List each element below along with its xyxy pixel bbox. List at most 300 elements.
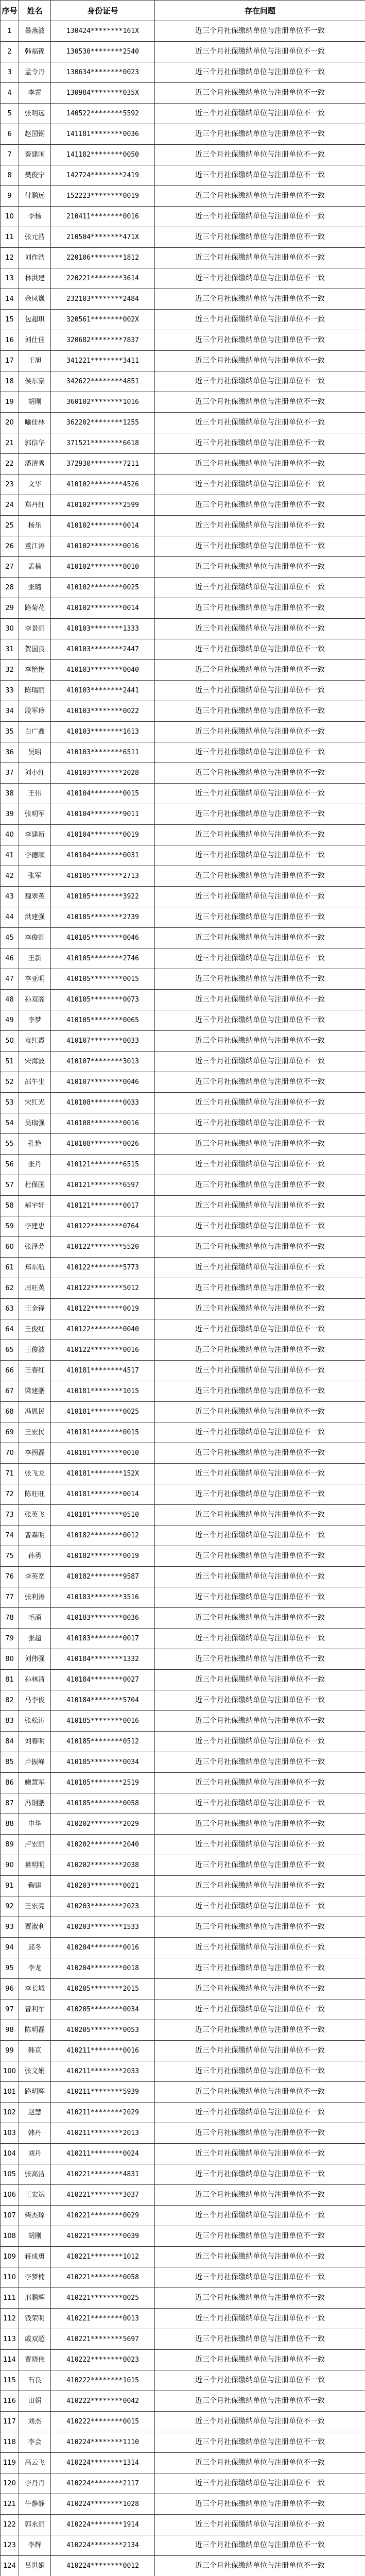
row-issue: 近三个月社保缴纳单位与注册单位不一致 bbox=[155, 763, 365, 784]
row-index: 79 bbox=[1, 1629, 19, 1649]
row-issue: 近三个月社保缴纳单位与注册单位不一致 bbox=[155, 2103, 365, 2123]
row-name: 王伟 bbox=[19, 784, 51, 804]
table-row bbox=[1, 639, 365, 660]
row-issue: 近三个月社保缴纳单位与注册单位不一致 bbox=[155, 2556, 365, 2576]
row-id-number: 410105********2746 bbox=[51, 948, 155, 969]
table-row bbox=[1, 1876, 365, 1896]
row-issue: 近三个月社保缴纳单位与注册单位不一致 bbox=[155, 145, 365, 165]
row-id-number: 410205********2015 bbox=[51, 1979, 155, 1999]
row-id-number: 410185********2519 bbox=[51, 1773, 155, 1793]
table-row bbox=[1, 928, 365, 948]
row-index: 124 bbox=[1, 2556, 19, 2576]
row-id-number: 410221********0058 bbox=[51, 2267, 155, 2288]
row-name: 陈瑞丽 bbox=[19, 681, 51, 701]
row-name: 孙双阁 bbox=[19, 990, 51, 1010]
row-id-number: 410122********0016 bbox=[51, 1340, 155, 1361]
row-index: 56 bbox=[1, 1155, 19, 1175]
row-name: 吴瑞强 bbox=[19, 1113, 51, 1134]
row-index: 70 bbox=[1, 1443, 19, 1464]
row-index: 123 bbox=[1, 2535, 19, 2556]
row-name: 刘丹 bbox=[19, 2144, 51, 2164]
table-row bbox=[1, 1052, 365, 1072]
table-row bbox=[1, 660, 365, 681]
row-name: 张泽芳 bbox=[19, 1237, 51, 1258]
row-name: 冯钢鹏 bbox=[19, 1793, 51, 1814]
row-name: 李会 bbox=[19, 2432, 51, 2453]
row-name: 李杨 bbox=[19, 207, 51, 227]
row-name: 张军 bbox=[19, 866, 51, 887]
row-issue: 近三个月社保缴纳单位与注册单位不一致 bbox=[155, 1835, 365, 1855]
table-row bbox=[1, 2309, 365, 2329]
row-id-number: 410184********1332 bbox=[51, 1649, 155, 1670]
table-row bbox=[1, 825, 365, 845]
row-name: 李辉 bbox=[19, 2535, 51, 2556]
row-name: 綦明明 bbox=[19, 1855, 51, 1876]
table-row bbox=[1, 2185, 365, 2206]
row-id-number: 220106********1812 bbox=[51, 248, 155, 268]
row-index: 71 bbox=[1, 1464, 19, 1484]
row-name: 刘小红 bbox=[19, 763, 51, 784]
row-index: 101 bbox=[1, 2082, 19, 2103]
table-row bbox=[1, 104, 365, 124]
row-id-number: 410105********3922 bbox=[51, 887, 155, 907]
table-row bbox=[1, 1608, 365, 1629]
row-id-number: 410211********2033 bbox=[51, 2061, 155, 2082]
row-id-number: 410122********5520 bbox=[51, 1237, 155, 1258]
row-index: 96 bbox=[1, 1979, 19, 1999]
row-id-number: 410122********5012 bbox=[51, 1278, 155, 1299]
row-name: 潘清秀 bbox=[19, 454, 51, 474]
row-issue: 近三个月社保缴纳单位与注册单位不一致 bbox=[155, 289, 365, 310]
row-issue: 近三个月社保缴纳单位与注册单位不一致 bbox=[155, 1319, 365, 1340]
row-issue: 近三个月社保缴纳单位与注册单位不一致 bbox=[155, 1072, 365, 1093]
row-issue: 近三个月社保缴纳单位与注册单位不一致 bbox=[155, 2144, 365, 2164]
row-name: 王春红 bbox=[19, 1361, 51, 1381]
table-row bbox=[1, 1690, 365, 1711]
row-name: 赵慧 bbox=[19, 2103, 51, 2123]
row-index: 52 bbox=[1, 1072, 19, 1093]
row-index: 99 bbox=[1, 2041, 19, 2061]
row-issue: 近三个月社保缴纳单位与注册单位不一致 bbox=[155, 2226, 365, 2247]
table-row bbox=[1, 2391, 365, 2412]
row-issue: 近三个月社保缴纳单位与注册单位不一致 bbox=[155, 866, 365, 887]
row-issue: 近三个月社保缴纳单位与注册单位不一致 bbox=[155, 1773, 365, 1793]
row-id-number: 410211********2013 bbox=[51, 2123, 155, 2144]
row-id-number: 320561********002X bbox=[51, 310, 155, 330]
row-index: 22 bbox=[1, 454, 19, 474]
row-index: 100 bbox=[1, 2061, 19, 2082]
row-name: 王旭 bbox=[19, 351, 51, 371]
row-issue: 近三个月社保缴纳单位与注册单位不一致 bbox=[155, 330, 365, 351]
table-row bbox=[1, 2144, 365, 2164]
row-id-number: 410105********0065 bbox=[51, 1010, 155, 1031]
table-row bbox=[1, 186, 365, 207]
row-issue: 近三个月社保缴纳单位与注册单位不一致 bbox=[155, 1917, 365, 1938]
row-index: 37 bbox=[1, 763, 19, 784]
row-name: 邵午生 bbox=[19, 1072, 51, 1093]
row-name: 秦建国 bbox=[19, 145, 51, 165]
row-name: 白广鑫 bbox=[19, 722, 51, 742]
row-id-number: 410185********0034 bbox=[51, 1752, 155, 1773]
table-row bbox=[1, 165, 365, 186]
table-body bbox=[1, 21, 365, 2576]
table-row bbox=[1, 948, 365, 969]
table-row bbox=[1, 1443, 365, 1464]
row-issue: 近三个月社保缴纳单位与注册单位不一致 bbox=[155, 619, 365, 639]
row-issue: 近三个月社保缴纳单位与注册单位不一致 bbox=[155, 639, 365, 660]
row-id-number: 410205********0053 bbox=[51, 2020, 155, 2041]
table-row bbox=[1, 1113, 365, 1134]
table-row bbox=[1, 2103, 365, 2123]
row-issue: 近三个月社保缴纳单位与注册单位不一致 bbox=[155, 207, 365, 227]
table-row bbox=[1, 1155, 365, 1175]
table-row bbox=[1, 2370, 365, 2391]
row-id-number: 410221********0013 bbox=[51, 2309, 155, 2329]
row-issue: 近三个月社保缴纳单位与注册单位不一致 bbox=[155, 1958, 365, 1979]
row-index: 91 bbox=[1, 1876, 19, 1896]
row-issue: 近三个月社保缴纳单位与注册单位不一致 bbox=[155, 495, 365, 516]
row-index: 112 bbox=[1, 2309, 19, 2329]
row-index: 117 bbox=[1, 2412, 19, 2432]
row-id-number: 410203********1533 bbox=[51, 1917, 155, 1938]
row-name: 张松涛 bbox=[19, 1711, 51, 1732]
row-name: 张高洁 bbox=[19, 2164, 51, 2185]
row-issue: 近三个月社保缴纳单位与注册单位不一致 bbox=[155, 681, 365, 701]
row-index: 7 bbox=[1, 145, 19, 165]
row-index: 62 bbox=[1, 1278, 19, 1299]
table-row bbox=[1, 1464, 365, 1484]
row-name: 邱冬 bbox=[19, 1938, 51, 1958]
row-id-number: 410102********0014 bbox=[51, 516, 155, 536]
table-row bbox=[1, 351, 365, 371]
table-row bbox=[1, 1422, 365, 1443]
row-issue: 近三个月社保缴纳单位与注册单位不一致 bbox=[155, 2082, 365, 2103]
row-name: 高云飞 bbox=[19, 2453, 51, 2473]
table-row bbox=[1, 701, 365, 722]
row-index: 115 bbox=[1, 2370, 19, 2391]
row-issue: 近三个月社保缴纳单位与注册单位不一致 bbox=[155, 1690, 365, 1711]
row-name: 李艳艳 bbox=[19, 660, 51, 681]
row-issue: 近三个月社保缴纳单位与注册单位不一致 bbox=[155, 2164, 365, 2185]
row-name: 王新 bbox=[19, 948, 51, 969]
row-id-number: 410221********1012 bbox=[51, 2247, 155, 2267]
row-id-number: 410224********1314 bbox=[51, 2453, 155, 2473]
row-issue: 近三个月社保缴纳单位与注册单位不一致 bbox=[155, 1999, 365, 2020]
row-issue: 近三个月社保缴纳单位与注册单位不一致 bbox=[155, 907, 365, 928]
table-row bbox=[1, 1278, 365, 1299]
row-index: 14 bbox=[1, 289, 19, 310]
row-id-number: 410104********0019 bbox=[51, 825, 155, 845]
table-row bbox=[1, 1917, 365, 1938]
table-row bbox=[1, 1999, 365, 2020]
row-issue: 近三个月社保缴纳单位与注册单位不一致 bbox=[155, 1196, 365, 1216]
row-id-number: 410108********0033 bbox=[51, 1093, 155, 1113]
row-issue: 近三个月社保缴纳单位与注册单位不一致 bbox=[155, 1567, 365, 1587]
row-issue: 近三个月社保缴纳单位与注册单位不一致 bbox=[155, 1938, 365, 1958]
row-index: 32 bbox=[1, 660, 19, 681]
row-index: 57 bbox=[1, 1175, 19, 1196]
row-id-number: 410211********2029 bbox=[51, 2103, 155, 2123]
table-row bbox=[1, 1381, 365, 1402]
table-row bbox=[1, 227, 365, 248]
row-name: 暴燕波 bbox=[19, 21, 51, 42]
row-id-number: 341221********3411 bbox=[51, 351, 155, 371]
row-id-number: 410181********0015 bbox=[51, 1422, 155, 1443]
row-issue: 近三个月社保缴纳单位与注册单位不一致 bbox=[155, 2123, 365, 2144]
row-name: 魏翠英 bbox=[19, 887, 51, 907]
row-name: 李拐磊 bbox=[19, 1443, 51, 1464]
table-row bbox=[1, 62, 365, 83]
row-issue: 近三个月社保缴纳单位与注册单位不一致 bbox=[155, 351, 365, 371]
row-name: 刘作浩 bbox=[19, 248, 51, 268]
row-id-number: 410103********2441 bbox=[51, 681, 155, 701]
row-id-number: 130424********161X bbox=[51, 21, 155, 42]
table-row bbox=[1, 474, 365, 495]
row-id-number: 410185********0058 bbox=[51, 1793, 155, 1814]
row-name: 余凤巍 bbox=[19, 289, 51, 310]
table-row bbox=[1, 2206, 365, 2226]
row-index: 44 bbox=[1, 907, 19, 928]
row-name: 梁建鹏 bbox=[19, 1381, 51, 1402]
row-index: 114 bbox=[1, 2350, 19, 2370]
row-index: 25 bbox=[1, 516, 19, 536]
row-name: 包超琪 bbox=[19, 310, 51, 330]
row-issue: 近三个月社保缴纳单位与注册单位不一致 bbox=[155, 268, 365, 289]
row-name: 张元浩 bbox=[19, 227, 51, 248]
row-index: 16 bbox=[1, 330, 19, 351]
row-index: 39 bbox=[1, 804, 19, 825]
table-row bbox=[1, 1093, 365, 1113]
table-row bbox=[1, 248, 365, 268]
row-issue: 近三个月社保缴纳单位与注册单位不一致 bbox=[155, 516, 365, 536]
row-index: 97 bbox=[1, 1999, 19, 2020]
row-name: 石良 bbox=[19, 2370, 51, 2391]
table-row bbox=[1, 1670, 365, 1690]
table-row bbox=[1, 2164, 365, 2185]
row-index: 41 bbox=[1, 845, 19, 866]
row-id-number: 410204********0016 bbox=[51, 1938, 155, 1958]
row-index: 118 bbox=[1, 2432, 19, 2453]
row-name: 杨乐 bbox=[19, 516, 51, 536]
row-issue: 近三个月社保缴纳单位与注册单位不一致 bbox=[155, 1381, 365, 1402]
row-id-number: 410105********2739 bbox=[51, 907, 155, 928]
table-row bbox=[1, 990, 365, 1010]
row-id-number: 410105********0015 bbox=[51, 969, 155, 990]
row-index: 87 bbox=[1, 1793, 19, 1814]
table-row bbox=[1, 2061, 365, 2082]
row-id-number: 320682********7837 bbox=[51, 330, 155, 351]
row-issue: 近三个月社保缴纳单位与注册单位不一致 bbox=[155, 1031, 365, 1052]
row-name: 张超 bbox=[19, 1629, 51, 1649]
table-row bbox=[1, 1072, 365, 1093]
row-name: 牛静静 bbox=[19, 2494, 51, 2515]
row-issue: 近三个月社保缴纳单位与注册单位不一致 bbox=[155, 2206, 365, 2226]
row-index: 24 bbox=[1, 495, 19, 516]
table-row bbox=[1, 1979, 365, 1999]
row-index: 81 bbox=[1, 1670, 19, 1690]
row-id-number: 140522********5592 bbox=[51, 104, 155, 124]
row-name: 李英宽 bbox=[19, 1567, 51, 1587]
table-row bbox=[1, 1773, 365, 1793]
row-issue: 近三个月社保缴纳单位与注册单位不一致 bbox=[155, 1361, 365, 1381]
row-id-number: 410224********2117 bbox=[51, 2473, 155, 2494]
row-id-number: 410181********0025 bbox=[51, 1402, 155, 1422]
table-row bbox=[1, 1958, 365, 1979]
row-id-number: 130984********035X bbox=[51, 83, 155, 104]
row-issue: 近三个月社保缴纳单位与注册单位不一致 bbox=[155, 2350, 365, 2370]
table-row bbox=[1, 433, 365, 454]
row-id-number: 371521********6618 bbox=[51, 433, 155, 454]
row-name: 郭永丽 bbox=[19, 2515, 51, 2535]
row-index: 83 bbox=[1, 1711, 19, 1732]
row-issue: 近三个月社保缴纳单位与注册单位不一致 bbox=[155, 1134, 365, 1155]
row-name: 张飞龙 bbox=[19, 1464, 51, 1484]
table-row bbox=[1, 454, 365, 474]
row-index: 48 bbox=[1, 990, 19, 1010]
row-name: 郑东航 bbox=[19, 1258, 51, 1278]
row-index: 65 bbox=[1, 1340, 19, 1361]
row-id-number: 410221********0039 bbox=[51, 2226, 155, 2247]
row-id-number: 210504********471X bbox=[51, 227, 155, 248]
table-row bbox=[1, 907, 365, 928]
row-index: 2 bbox=[1, 42, 19, 62]
row-name: 杜保国 bbox=[19, 1175, 51, 1196]
row-name: 胡刚 bbox=[19, 2226, 51, 2247]
row-issue: 近三个月社保缴纳单位与注册单位不一致 bbox=[155, 722, 365, 742]
row-id-number: 410204********0018 bbox=[51, 1958, 155, 1979]
table-row bbox=[1, 371, 365, 392]
row-issue: 近三个月社保缴纳单位与注册单位不一致 bbox=[155, 1855, 365, 1876]
table-row bbox=[1, 1319, 365, 1340]
row-issue: 近三个月社保缴纳单位与注册单位不一致 bbox=[155, 2473, 365, 2494]
row-index: 109 bbox=[1, 2247, 19, 2267]
row-issue: 近三个月社保缴纳单位与注册单位不一致 bbox=[155, 454, 365, 474]
table-row bbox=[1, 2123, 365, 2144]
row-id-number: 410202********2038 bbox=[51, 1855, 155, 1876]
row-issue: 近三个月社保缴纳单位与注册单位不一致 bbox=[155, 1443, 365, 1464]
row-name: 贾淑利 bbox=[19, 1917, 51, 1938]
row-name: 段军玲 bbox=[19, 701, 51, 722]
table-row bbox=[1, 2535, 365, 2556]
row-issue: 近三个月社保缴纳单位与注册单位不一致 bbox=[155, 1629, 365, 1649]
row-index: 29 bbox=[1, 598, 19, 619]
row-name: 刘春明 bbox=[19, 1732, 51, 1752]
row-name: 曾利军 bbox=[19, 1999, 51, 2020]
row-issue: 近三个月社保缴纳单位与注册单位不一致 bbox=[155, 433, 365, 454]
row-id-number: 410203********0021 bbox=[51, 1876, 155, 1896]
row-name: 刘杰 bbox=[19, 2412, 51, 2432]
row-issue: 近三个月社保缴纳单位与注册单位不一致 bbox=[155, 1484, 365, 1505]
table-row bbox=[1, 145, 365, 165]
table-row bbox=[1, 2494, 365, 2515]
row-name: 王宏亮 bbox=[19, 1896, 51, 1917]
row-index: 66 bbox=[1, 1361, 19, 1381]
row-issue: 近三个月社保缴纳单位与注册单位不一致 bbox=[155, 2309, 365, 2329]
row-issue: 近三个月社保缴纳单位与注册单位不一致 bbox=[155, 2412, 365, 2432]
row-index: 75 bbox=[1, 1546, 19, 1567]
header-id-number: 身份证号 bbox=[51, 1, 155, 21]
row-index: 106 bbox=[1, 2185, 19, 2206]
row-name: 卢宏丽 bbox=[19, 1835, 51, 1855]
row-index: 85 bbox=[1, 1752, 19, 1773]
row-name: 董江涛 bbox=[19, 536, 51, 557]
row-index: 27 bbox=[1, 557, 19, 578]
table-row bbox=[1, 2432, 365, 2453]
row-index: 113 bbox=[1, 2329, 19, 2350]
row-issue: 近三个月社保缴纳单位与注册单位不一致 bbox=[155, 1113, 365, 1134]
row-name: 冯恩民 bbox=[19, 1402, 51, 1422]
table-row bbox=[1, 1938, 365, 1958]
row-issue: 近三个月社保缴纳单位与注册单位不一致 bbox=[155, 2432, 365, 2453]
row-name: 田娟 bbox=[19, 2391, 51, 2412]
table-row bbox=[1, 1237, 365, 1258]
row-name: 韩福锦 bbox=[19, 42, 51, 62]
table-row bbox=[1, 619, 365, 639]
row-id-number: 410221********4831 bbox=[51, 2164, 155, 2185]
row-id-number: 410183********0017 bbox=[51, 1629, 155, 1649]
table-row bbox=[1, 1814, 365, 1835]
row-id-number: 410181********0014 bbox=[51, 1484, 155, 1505]
row-index: 18 bbox=[1, 371, 19, 392]
table-row bbox=[1, 2412, 365, 2432]
row-id-number: 410102********4526 bbox=[51, 474, 155, 495]
row-issue: 近三个月社保缴纳单位与注册单位不一致 bbox=[155, 1732, 365, 1752]
row-index: 61 bbox=[1, 1258, 19, 1278]
row-name: 李俊卿 bbox=[19, 928, 51, 948]
row-name: 孙勇 bbox=[19, 1546, 51, 1567]
row-index: 110 bbox=[1, 2267, 19, 2288]
row-index: 4 bbox=[1, 83, 19, 104]
header-index: 序号 bbox=[1, 1, 19, 21]
row-name: 韩丹 bbox=[19, 2123, 51, 2144]
table-row bbox=[1, 1587, 365, 1608]
row-name: 吴昭 bbox=[19, 742, 51, 763]
row-id-number: 410211********0024 bbox=[51, 2144, 155, 2164]
row-id-number: 410104********0015 bbox=[51, 784, 155, 804]
row-name: 张文娟 bbox=[19, 2061, 51, 2082]
table-row bbox=[1, 1835, 365, 1855]
row-name: 李建忠 bbox=[19, 1216, 51, 1237]
row-id-number: 410102********0025 bbox=[51, 578, 155, 598]
row-id-number: 410121********6597 bbox=[51, 1175, 155, 1196]
row-index: 80 bbox=[1, 1649, 19, 1670]
row-index: 103 bbox=[1, 2123, 19, 2144]
row-issue: 近三个月社保缴纳单位与注册单位不一致 bbox=[155, 227, 365, 248]
row-issue: 近三个月社保缴纳单位与注册单位不一致 bbox=[155, 784, 365, 804]
row-name: 李龙 bbox=[19, 1958, 51, 1979]
row-index: 40 bbox=[1, 825, 19, 845]
row-name: 王宏斌 bbox=[19, 2185, 51, 2206]
table-row bbox=[1, 1340, 365, 1361]
row-index: 77 bbox=[1, 1587, 19, 1608]
row-id-number: 410103********1613 bbox=[51, 722, 155, 742]
row-issue: 近三个月社保缴纳单位与注册单位不一致 bbox=[155, 1155, 365, 1175]
row-name: 洪建强 bbox=[19, 907, 51, 928]
row-name: 卢振峰 bbox=[19, 1752, 51, 1773]
row-name: 毛涌 bbox=[19, 1608, 51, 1629]
row-name: 孙林清 bbox=[19, 1670, 51, 1690]
row-issue: 近三个月社保缴纳单位与注册单位不一致 bbox=[155, 2288, 365, 2309]
row-index: 78 bbox=[1, 1608, 19, 1629]
row-issue: 近三个月社保缴纳单位与注册单位不一致 bbox=[155, 2370, 365, 2391]
table-row bbox=[1, 2453, 365, 2473]
row-id-number: 410181********0510 bbox=[51, 1505, 155, 1526]
row-id-number: 410103********6511 bbox=[51, 742, 155, 763]
table-row bbox=[1, 42, 365, 62]
row-issue: 近三个月社保缴纳单位与注册单位不一致 bbox=[155, 969, 365, 990]
table-row bbox=[1, 310, 365, 330]
row-name: 付鹏远 bbox=[19, 186, 51, 207]
